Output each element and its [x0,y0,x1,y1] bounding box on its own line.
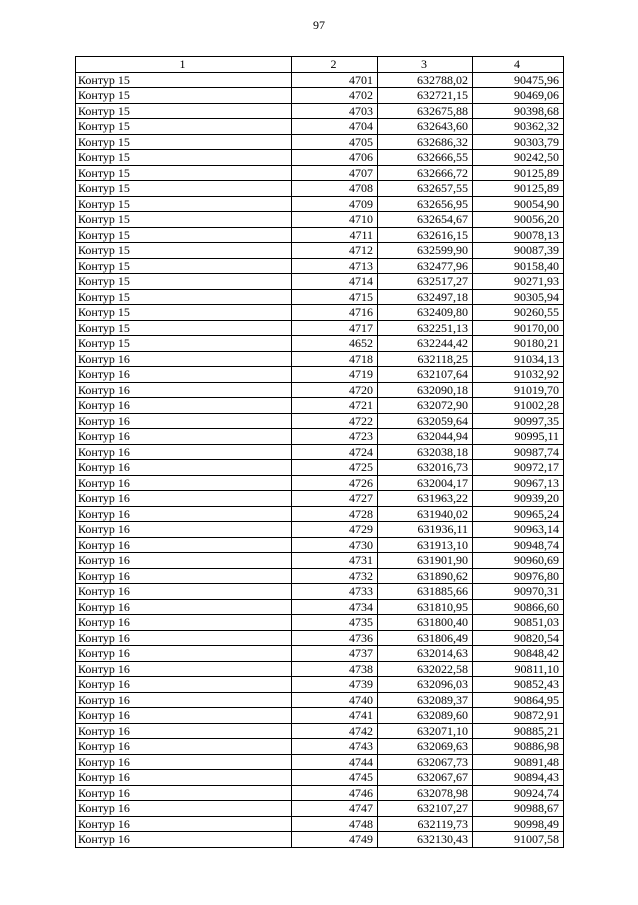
table-row [76,739,564,755]
table-row [76,444,564,460]
contour-name-cell: Контур 16 [76,522,292,538]
y-coordinate-cell: 91007,58 [473,832,564,848]
point-number-cell: 4712 [292,243,378,259]
point-number-cell: 4730 [292,537,378,553]
column-header: 4 [473,57,564,73]
y-coordinate-cell: 90362,32 [473,119,564,135]
y-coordinate-cell: 90820,54 [473,630,564,646]
y-coordinate-cell: 90056,20 [473,212,564,228]
point-number-cell: 4713 [292,258,378,274]
table-row [76,630,564,646]
x-coordinate-cell: 632666,55 [378,150,473,166]
x-coordinate-cell: 632656,95 [378,196,473,212]
table-row [76,615,564,631]
x-coordinate-cell: 632107,27 [378,801,473,817]
x-coordinate-cell: 631800,40 [378,615,473,631]
table-row [76,103,564,119]
x-coordinate-cell: 632657,55 [378,181,473,197]
y-coordinate-cell: 90970,31 [473,584,564,600]
y-coordinate-cell: 90972,17 [473,460,564,476]
y-coordinate-cell: 90894,43 [473,770,564,786]
contour-name-cell: Контур 16 [76,832,292,848]
x-coordinate-cell: 632089,60 [378,708,473,724]
x-coordinate-cell: 632067,67 [378,770,473,786]
table-row [76,134,564,150]
point-number-cell: 4735 [292,615,378,631]
table-row [76,460,564,476]
y-coordinate-cell: 90967,13 [473,475,564,491]
y-coordinate-cell: 90948,74 [473,537,564,553]
y-coordinate-cell: 90242,50 [473,150,564,166]
table-row [76,723,564,739]
table-row [76,413,564,429]
table-row [76,646,564,662]
x-coordinate-cell: 632497,18 [378,289,473,305]
contour-name-cell: Контур 16 [76,398,292,414]
point-number-cell: 4718 [292,351,378,367]
y-coordinate-cell: 90125,89 [473,165,564,181]
point-number-cell: 4714 [292,274,378,290]
contour-name-cell: Контур 15 [76,227,292,243]
table-row [76,196,564,212]
point-number-cell: 4739 [292,677,378,693]
x-coordinate-cell: 632071,10 [378,723,473,739]
point-number-cell: 4724 [292,444,378,460]
contour-name-cell: Контур 16 [76,770,292,786]
contour-name-cell: Контур 16 [76,754,292,770]
point-number-cell: 4727 [292,491,378,507]
point-number-cell: 4737 [292,646,378,662]
x-coordinate-cell: 632477,96 [378,258,473,274]
y-coordinate-cell: 90995,11 [473,429,564,445]
x-coordinate-cell: 631885,66 [378,584,473,600]
point-number-cell: 4711 [292,227,378,243]
contour-name-cell: Контур 15 [76,212,292,228]
point-number-cell: 4715 [292,289,378,305]
contour-name-cell: Контур 15 [76,196,292,212]
table-body [76,72,564,847]
y-coordinate-cell: 90965,24 [473,506,564,522]
contour-name-cell: Контур 15 [76,274,292,290]
x-coordinate-cell: 631913,10 [378,537,473,553]
x-coordinate-cell: 632004,17 [378,475,473,491]
table-row [76,258,564,274]
column-header: 1 [76,57,292,73]
y-coordinate-cell: 90998,49 [473,816,564,832]
column-header: 3 [378,57,473,73]
y-coordinate-cell: 90963,14 [473,522,564,538]
point-number-cell: 4703 [292,103,378,119]
table-row [76,599,564,615]
y-coordinate-cell: 90469,06 [473,88,564,104]
point-number-cell: 4723 [292,429,378,445]
contour-name-cell: Контур 15 [76,103,292,119]
y-coordinate-cell: 91032,92 [473,367,564,383]
x-coordinate-cell: 632119,73 [378,816,473,832]
contour-name-cell: Контур 16 [76,475,292,491]
contour-name-cell: Контур 16 [76,661,292,677]
table-row [76,367,564,383]
table-row [76,320,564,336]
point-number-cell: 4743 [292,739,378,755]
y-coordinate-cell: 90924,74 [473,785,564,801]
x-coordinate-cell: 632686,32 [378,134,473,150]
y-coordinate-cell: 90997,35 [473,413,564,429]
y-coordinate-cell: 90398,68 [473,103,564,119]
x-coordinate-cell: 632654,67 [378,212,473,228]
point-number-cell: 4744 [292,754,378,770]
point-number-cell: 4726 [292,475,378,491]
contour-name-cell: Контур 16 [76,615,292,631]
table-row [76,475,564,491]
y-coordinate-cell: 90960,69 [473,553,564,569]
table-row [76,243,564,259]
x-coordinate-cell: 632089,37 [378,692,473,708]
y-coordinate-cell: 90939,20 [473,491,564,507]
y-coordinate-cell: 90872,91 [473,708,564,724]
contour-name-cell: Контур 15 [76,165,292,181]
contour-name-cell: Контур 15 [76,258,292,274]
point-number-cell: 4729 [292,522,378,538]
x-coordinate-cell: 631963,22 [378,491,473,507]
point-number-cell: 4747 [292,801,378,817]
table-row [76,584,564,600]
x-coordinate-cell: 632096,03 [378,677,473,693]
x-coordinate-cell: 631806,49 [378,630,473,646]
x-coordinate-cell: 632107,64 [378,367,473,383]
point-number-cell: 4719 [292,367,378,383]
contour-name-cell: Контур 15 [76,72,292,88]
table-header-row [76,57,564,73]
x-coordinate-cell: 632118,25 [378,351,473,367]
x-coordinate-cell: 632721,15 [378,88,473,104]
y-coordinate-cell: 90885,21 [473,723,564,739]
point-number-cell: 4706 [292,150,378,166]
y-coordinate-cell: 90170,00 [473,320,564,336]
point-number-cell: 4738 [292,661,378,677]
point-number-cell: 4725 [292,460,378,476]
point-number-cell: 4732 [292,568,378,584]
x-coordinate-cell: 632014,63 [378,646,473,662]
table-row [76,522,564,538]
contour-name-cell: Контур 15 [76,289,292,305]
point-number-cell: 4722 [292,413,378,429]
y-coordinate-cell: 90180,21 [473,336,564,352]
y-coordinate-cell: 90811,10 [473,661,564,677]
contour-name-cell: Контур 16 [76,367,292,383]
contour-name-cell: Контур 16 [76,692,292,708]
x-coordinate-cell: 632016,73 [378,460,473,476]
x-coordinate-cell: 632666,72 [378,165,473,181]
y-coordinate-cell: 90852,43 [473,677,564,693]
y-coordinate-cell: 90271,93 [473,274,564,290]
table-row [76,336,564,352]
contour-name-cell: Контур 15 [76,243,292,259]
x-coordinate-cell: 631940,02 [378,506,473,522]
y-coordinate-cell: 90260,55 [473,305,564,321]
contour-name-cell: Контур 16 [76,491,292,507]
point-number-cell: 4716 [292,305,378,321]
contour-name-cell: Контур 15 [76,119,292,135]
x-coordinate-cell: 631810,95 [378,599,473,615]
table-row [76,785,564,801]
x-coordinate-cell: 632409,80 [378,305,473,321]
contour-name-cell: Контур 15 [76,88,292,104]
table-row [76,708,564,724]
x-coordinate-cell: 632244,42 [378,336,473,352]
table-row [76,832,564,848]
table-row [76,677,564,693]
contour-name-cell: Контур 16 [76,708,292,724]
point-number-cell: 4742 [292,723,378,739]
y-coordinate-cell: 91002,28 [473,398,564,414]
contour-name-cell: Контур 15 [76,134,292,150]
contour-name-cell: Контур 15 [76,150,292,166]
x-coordinate-cell: 632251,13 [378,320,473,336]
contour-name-cell: Контур 16 [76,584,292,600]
y-coordinate-cell: 90864,95 [473,692,564,708]
x-coordinate-cell: 631936,11 [378,522,473,538]
x-coordinate-cell: 631890,62 [378,568,473,584]
point-number-cell: 4708 [292,181,378,197]
table-row [76,553,564,569]
x-coordinate-cell: 632078,98 [378,785,473,801]
point-number-cell: 4740 [292,692,378,708]
point-number-cell: 4746 [292,785,378,801]
contour-name-cell: Контур 16 [76,429,292,445]
contour-name-cell: Контур 16 [76,568,292,584]
y-coordinate-cell: 90976,80 [473,568,564,584]
contour-name-cell: Контур 16 [76,599,292,615]
contour-name-cell: Контур 16 [76,785,292,801]
y-coordinate-cell: 91019,70 [473,382,564,398]
y-coordinate-cell: 90087,39 [473,243,564,259]
table-row [76,491,564,507]
table-row [76,72,564,88]
table-row [76,119,564,135]
x-coordinate-cell: 632643,60 [378,119,473,135]
table-row [76,227,564,243]
contour-name-cell: Контур 15 [76,320,292,336]
contour-name-cell: Контур 16 [76,801,292,817]
contour-name-cell: Контур 16 [76,816,292,832]
table-row [76,165,564,181]
point-number-cell: 4709 [292,196,378,212]
point-number-cell: 4652 [292,336,378,352]
point-number-cell: 4704 [292,119,378,135]
y-coordinate-cell: 90158,40 [473,258,564,274]
x-coordinate-cell: 632067,73 [378,754,473,770]
point-number-cell: 4721 [292,398,378,414]
y-coordinate-cell: 90851,03 [473,615,564,631]
y-coordinate-cell: 90866,60 [473,599,564,615]
contour-name-cell: Контур 16 [76,413,292,429]
x-coordinate-cell: 632069,63 [378,739,473,755]
point-number-cell: 4705 [292,134,378,150]
table-row [76,88,564,104]
contour-name-cell: Контур 16 [76,460,292,476]
y-coordinate-cell: 90987,74 [473,444,564,460]
x-coordinate-cell: 632788,02 [378,72,473,88]
x-coordinate-cell: 632616,15 [378,227,473,243]
contour-name-cell: Контур 16 [76,739,292,755]
contour-name-cell: Контур 16 [76,646,292,662]
table-row [76,212,564,228]
contour-name-cell: Контур 16 [76,677,292,693]
contour-name-cell: Контур 16 [76,537,292,553]
table-row [76,816,564,832]
table-row [76,289,564,305]
point-number-cell: 4702 [292,88,378,104]
contour-name-cell: Контур 16 [76,630,292,646]
table-row [76,506,564,522]
x-coordinate-cell: 632022,58 [378,661,473,677]
x-coordinate-cell: 631901,90 [378,553,473,569]
contour-name-cell: Контур 16 [76,723,292,739]
x-coordinate-cell: 632517,27 [378,274,473,290]
y-coordinate-cell: 90475,96 [473,72,564,88]
point-number-cell: 4741 [292,708,378,724]
table-row [76,398,564,414]
point-number-cell: 4720 [292,382,378,398]
page-number: 97 [313,18,325,32]
table-row [76,382,564,398]
table-row [76,692,564,708]
contour-name-cell: Контур 15 [76,181,292,197]
table-row [76,351,564,367]
point-number-cell: 4736 [292,630,378,646]
y-coordinate-cell: 90891,48 [473,754,564,770]
point-number-cell: 4701 [292,72,378,88]
table-row [76,537,564,553]
point-number-cell: 4734 [292,599,378,615]
point-number-cell: 4748 [292,816,378,832]
table-row [76,568,564,584]
table-row [76,801,564,817]
x-coordinate-cell: 632072,90 [378,398,473,414]
coordinates-table [75,56,564,848]
table-row [76,305,564,321]
table-row [76,754,564,770]
point-number-cell: 4707 [292,165,378,181]
point-number-cell: 4745 [292,770,378,786]
x-coordinate-cell: 632599,90 [378,243,473,259]
y-coordinate-cell: 90988,67 [473,801,564,817]
contour-name-cell: Контур 16 [76,351,292,367]
point-number-cell: 4710 [292,212,378,228]
x-coordinate-cell: 632090,18 [378,382,473,398]
y-coordinate-cell: 90305,94 [473,289,564,305]
contour-name-cell: Контур 15 [76,305,292,321]
contour-name-cell: Контур 16 [76,506,292,522]
y-coordinate-cell: 90054,90 [473,196,564,212]
contour-name-cell: Контур 15 [76,336,292,352]
point-number-cell: 4733 [292,584,378,600]
x-coordinate-cell: 632038,18 [378,444,473,460]
y-coordinate-cell: 90848,42 [473,646,564,662]
table-row [76,429,564,445]
table-row [76,770,564,786]
contour-name-cell: Контур 16 [76,382,292,398]
y-coordinate-cell: 91034,13 [473,351,564,367]
table-row [76,181,564,197]
contour-name-cell: Контур 16 [76,444,292,460]
y-coordinate-cell: 90886,98 [473,739,564,755]
table-row [76,150,564,166]
x-coordinate-cell: 632675,88 [378,103,473,119]
x-coordinate-cell: 632059,64 [378,413,473,429]
x-coordinate-cell: 632044,94 [378,429,473,445]
y-coordinate-cell: 90303,79 [473,134,564,150]
point-number-cell: 4728 [292,506,378,522]
y-coordinate-cell: 90125,89 [473,181,564,197]
x-coordinate-cell: 632130,43 [378,832,473,848]
y-coordinate-cell: 90078,13 [473,227,564,243]
point-number-cell: 4731 [292,553,378,569]
table-row [76,661,564,677]
column-header: 2 [292,57,378,73]
table-row [76,274,564,290]
point-number-cell: 4749 [292,832,378,848]
contour-name-cell: Контур 16 [76,553,292,569]
point-number-cell: 4717 [292,320,378,336]
